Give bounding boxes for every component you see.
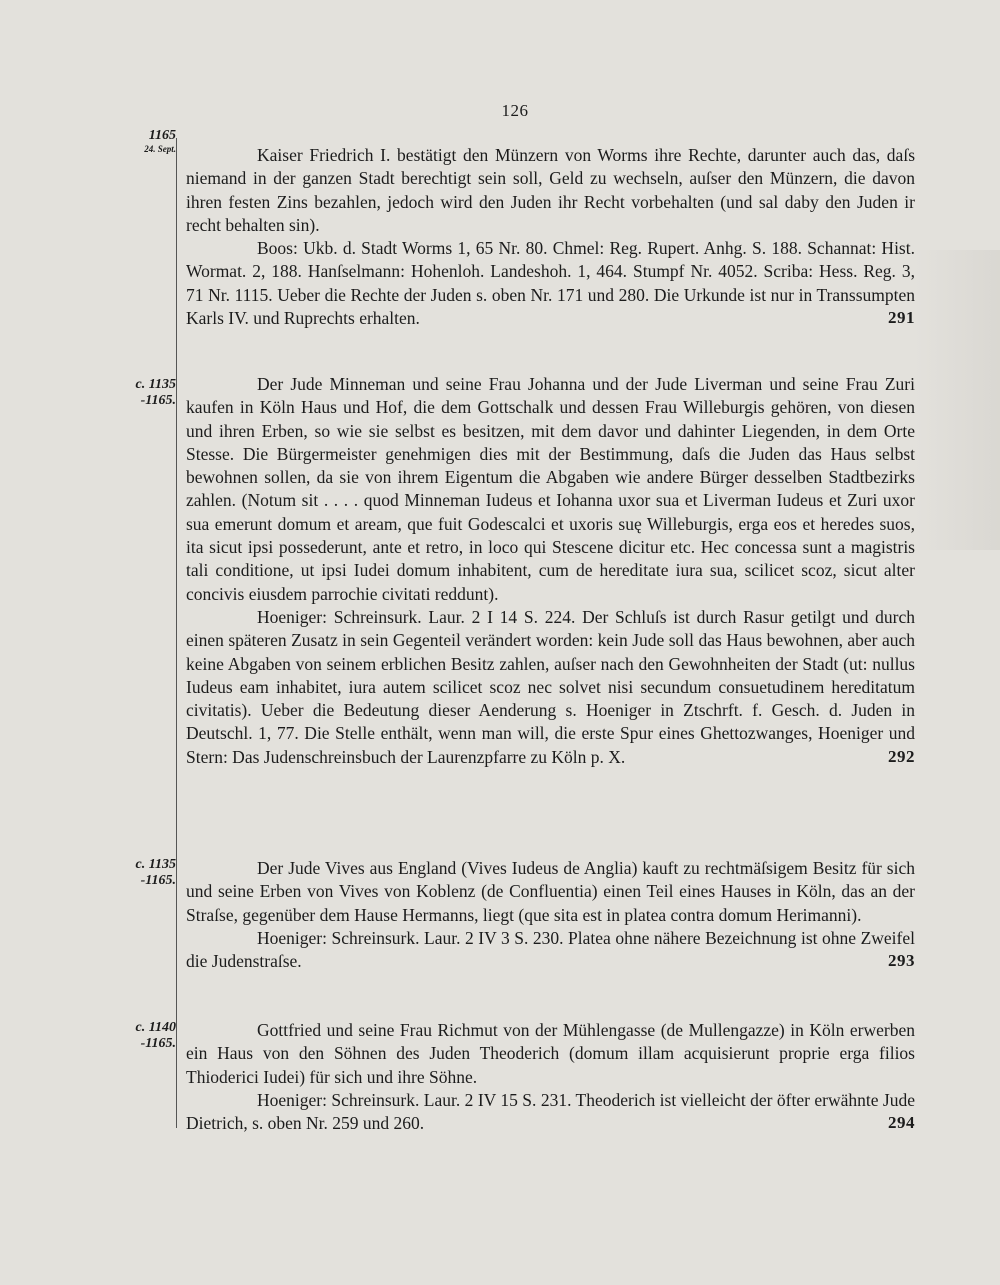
entry-notes [186,1089,915,1136]
page-number: 126 [501,101,529,120]
entry-notes-text: Boos: Ukb. d. Stadt Worms 1, 65 Nr. 80. Chmel: Reg. Rupert. Anhg. S. 188. Schannat: Hist. Wormat. 2, 188. Hanſselmann: Hohenloh. Landeshoh. 1, 464. Stumpf Nr. 4052. Scriba: Hess. Reg. 3, 71 Nr. 1115. Ueber die Rechte der Juden s. oben Nr. 171 und 280. Die Urkunde ist nur in Transsumpten Karls IV. und Ruprechts erhalten. [186,238,915,329]
entry-date [100,1020,176,1052]
entry-date [100,377,176,409]
entry-date-range: -1165. [140,873,176,888]
entry-number: 294 [888,1113,915,1133]
entry-date-day: 24. Sept. [144,144,176,154]
entry-date-year: c. 1140 [135,1020,176,1035]
entry-notes-text: Hoeniger: Schreinsurk. Laur. 2 IV 3 S. 230. Platea ohne nähere Bezeichnung ist ohne Zweifel die Judenstraſse. [186,927,915,972]
entry-summary: Der Jude Minneman und seine Frau Johanna und der Jude Liverman und seine Frau Zuri kaufen in Köln Haus und Hof, die dem Gottschalk und dessen Frau Willeburgis gehören, von diesen und ihren Erben, so wie sie selbst es besitzen, mit dem davor und dahinter Liegenden, in dem Orte Stesse. Die Bürgermeister genehmigen dies mit der Bestimmung, daſs die Juden das Haus selbst bewohnen sollen, da sie von ihrem Eigentum die Abgaben wie andere Bürger desselben Stadtbezirks zahlen. (Notum sit . . . . quod Minneman Iudeus et Iohanna uxor sua et Liverman Iudeus et Zuri uxor sua emerunt domum et aream, que fuit Godescalci et uxoris suę Willeburgis, erga eos et heredes suos, ita sicut ipsi possederunt, ante et retro, in loco qui Stescene dicitur etc. Hec concessa sunt a magistris tali conditione, ut ipsi Iudei domum inhabitent, cum de hereditate iura sua, scilicet scoz, sicut alter concivis eiusdem parrochie civitati reddunt). [186,374,915,604]
entry-date-range: -1165. [140,393,176,408]
entry-summary: Gottfried und seine Frau Richmut von der Mühlengasse (de Mullengazze) in Köln erwerben ein Haus von den Söhnen des Juden Theoderich (domum illam acquisierunt proprie erga filios Thioderici Iudei) für sich und ihre Söhne. [186,1020,915,1087]
entry-body [186,144,915,330]
entry-notes-text: Hoeniger: Schreinsurk. Laur. 2 I 14 S. 224. Der Schluſs ist durch Rasur getilgt und durch einen späteren Zusatz in sein Gegenteil verändert worden: kein Jude soll das Haus bewohnen, aber auch keine Abgaben von seinem erblichen Besitz zahlen, auſser nach den Gewohnheiten der Stadt (ut: nullus Iudeus eam inhabitet, iura autem scilicet scoz nec solvet nisi secundum consuetudinem hereditatum civitatis). Ueber die Bedeutung dieser Aenderung s. Hoeniger in Ztschrft. f. Gesch. d. Juden in Deutschl. 1, 77. Die Stelle enthält, wenn man will, die erste Spur eines Ghettozwanges, Hoeniger und Stern: Das Judenschreinsbuch der Laurenzpfarre zu Köln p. X. [186,606,915,767]
entry-number: 293 [888,951,915,971]
margin-rule [176,138,177,1128]
entry-number: 292 [888,746,915,766]
entry-date [100,128,176,155]
page-shadow [915,250,1000,550]
entry-date [100,857,176,889]
entry-body [186,1019,915,1135]
entry-date-year: 1165 [148,128,176,143]
entry-body [186,373,915,769]
entry-summary: Der Jude Vives aus England (Vives Iudeus de Anglia) kauft zu rechtmäſsigem Besitz für sich und seine Erben von Vives von Koblenz (de Confluentia) einen Teil eines Hauses in Köln, das an der Straſse, gegenüber dem Hause Hermanns, liegt (que sita est in platea contra domum Herimanni). [186,858,915,925]
entry-summary: Kaiser Friedrich I. bestätigt den Münzern von Worms ihre Rechte, darunter auch das, daſs niemand in der ganzen Stadt berechtigt sein soll, Geld zu wechseln, auſser den Münzern, die davon ihren festen Zins bezahlen, jedoch wird den Juden ihr Recht vorbehalten (und sal daby den Juden ir recht behalten sin). [186,145,915,235]
entry-date-year: c. 1135 [135,857,176,872]
entry-date-year: c. 1135 [135,377,176,392]
entry-notes [186,927,915,974]
entry-body [186,857,915,973]
entry-notes [186,237,915,330]
entry-number: 291 [888,308,915,328]
entry-date-range: -1165. [140,1036,176,1051]
entry-notes [186,606,915,769]
entry-notes-text: Hoeniger: Schreinsurk. Laur. 2 IV 15 S. 231. Theoderich ist vielleicht der öfter erwähnte Jude Dietrich, s. oben Nr. 259 und 260. [186,1089,915,1134]
